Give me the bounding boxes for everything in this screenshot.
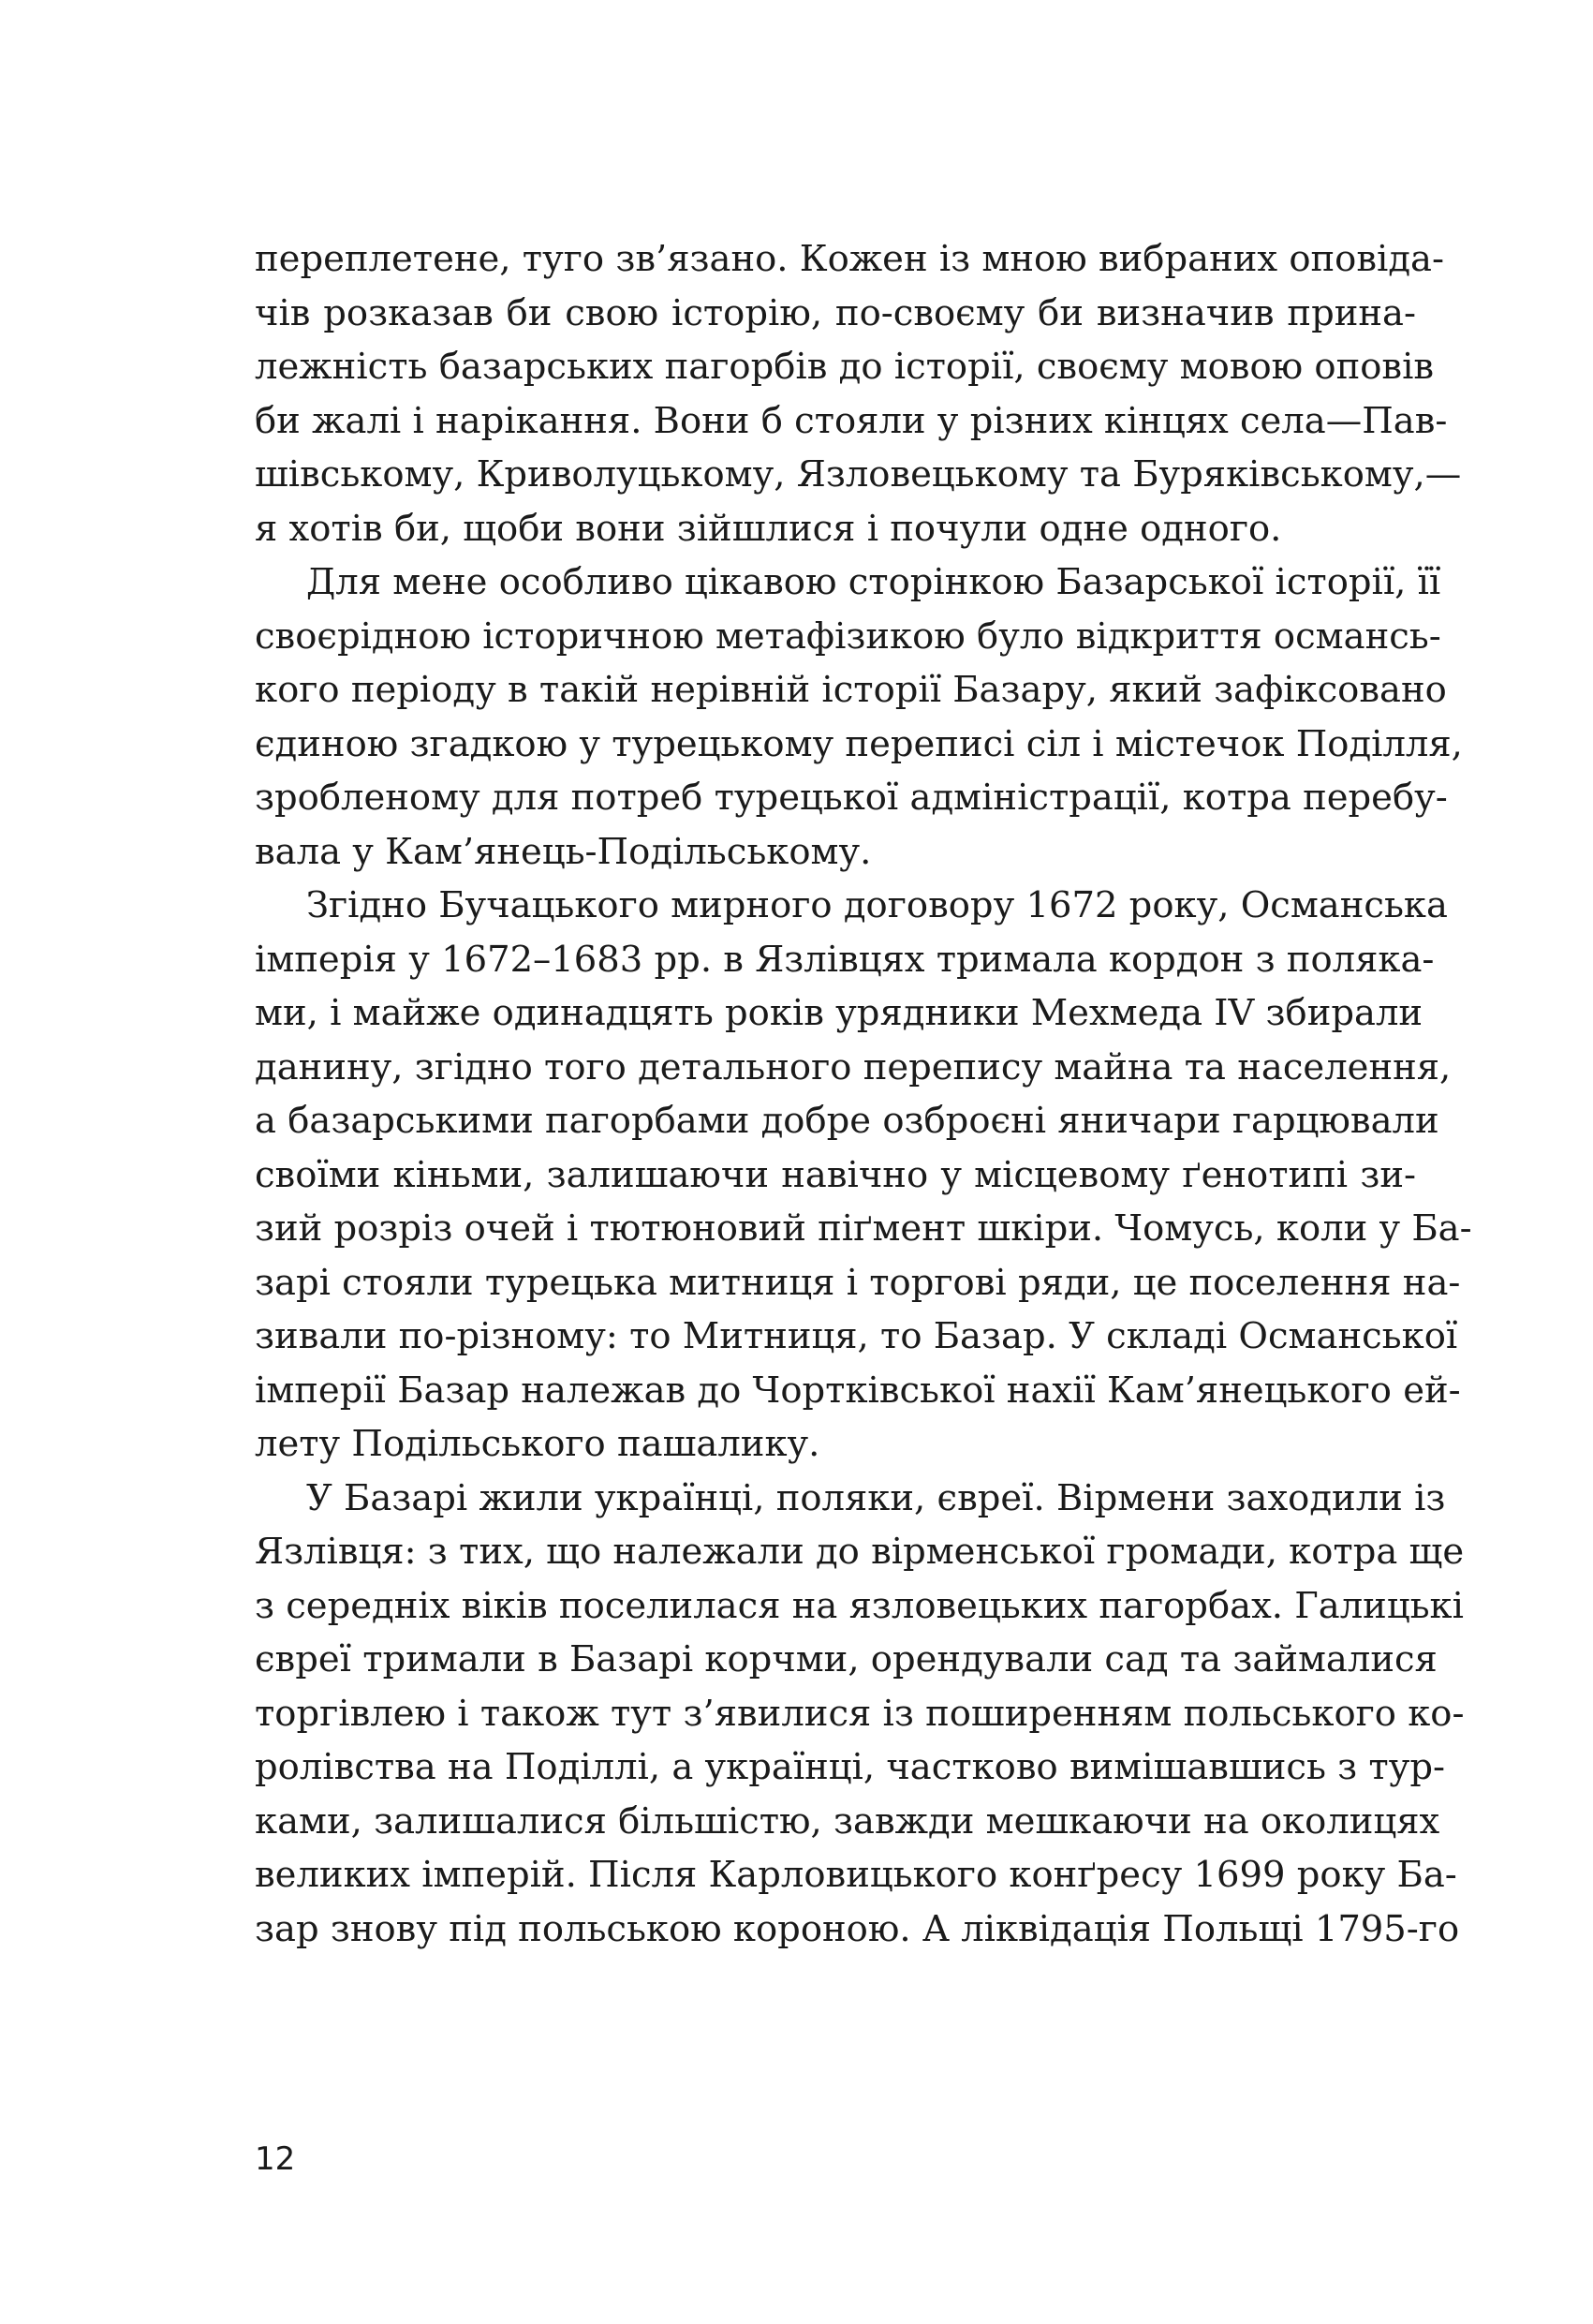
text-line: лету Подільського пашалику.: [255, 1423, 820, 1465]
text-line: ками, залишалися більшістю, завжди мешкаючи на околицях: [255, 1799, 1440, 1843]
page-body: [255, 232, 1472, 1956]
text-line: зивали по-різному: то Митниця, то Базар. У складі Османської: [255, 1315, 1458, 1357]
text-line: великих імперій. Після Карловицького конґресу 1699 року Ба-: [255, 1854, 1457, 1896]
text-line: єдиною згадкою у турецькому переписі сіл і містечок Поділля,: [255, 722, 1463, 765]
text-line: зий розріз очей і тютюновий піґмент шкіри. Чомусь, коли у Ба-: [255, 1207, 1472, 1250]
text-line: лежність базарських пагорбів до історії, своєму мовою оповів: [255, 346, 1435, 388]
text-line: я хотів би, щоби вони зійшлися і почули одне одного.: [255, 507, 1282, 550]
text-line: зробленому для потреб турецької адміністрації, котра перебу-: [255, 777, 1448, 819]
text-line: би жалі і нарікання. Вони б стояли у різних кінцях села—Пав-: [255, 399, 1448, 442]
text-line: ролівства на Поділлі, а українці, частково вимішавшись з тур-: [255, 1746, 1446, 1788]
text-line: вала у Кам’янець-Подільському.: [255, 830, 872, 873]
text-line: Для мене особливо цікавою сторінкою Базарської історії, її: [306, 561, 1441, 603]
text-line: Згідно Бучацького мирного договору 1672 року, Османська: [306, 884, 1448, 926]
text-line: з середніх віків поселилася на язловецьких пагорбах. Галицькі: [255, 1584, 1464, 1627]
text-line: а базарськими пагорбами добре озброєні яничари гарцювали: [255, 1100, 1439, 1142]
text-line: імперії Базар належав до Чортківської нахії Кам’янецького ей-: [255, 1369, 1461, 1412]
paragraph: [255, 232, 1462, 555]
text-line: торгівлею і також тут з’явилися із поширенням польського ко-: [255, 1692, 1465, 1735]
paragraph: [255, 555, 1463, 879]
text-line: зарі стояли турецька митниця і торгові ряди, це поселення на-: [255, 1261, 1461, 1304]
paragraph: [255, 879, 1472, 1472]
text-line: євреї тримали в Базарі корчми, орендували сад та займалися: [255, 1638, 1438, 1680]
text-line: У Базарі жили українці, поляки, євреї. Вірмени заходили із: [306, 1476, 1446, 1519]
page-number: 12: [255, 2140, 296, 2178]
text-line: переплетене, туго зв’язано. Кожен із мною вибраних оповіда-: [255, 238, 1445, 280]
text-line: чів розказав би свою історію, по-своєму би визначив прина-: [255, 291, 1416, 334]
paragraph: [255, 1472, 1465, 1957]
text-line: своєрідною історичною метафізикою було відкриття османсь-: [255, 614, 1441, 658]
text-line: зар знову під польською короною. А ліквідація Польщі 1795-го: [255, 1907, 1460, 1950]
text-line: ми, і майже одинадцять років урядники Мехмеда IV збирали: [255, 992, 1423, 1034]
text-line: шівському, Криволуцькому, Язловецькому та Буряківському,—: [255, 453, 1462, 496]
text-line: своїми кіньми, залишаючи навічно у місцевому ґенотипі зи-: [255, 1153, 1416, 1196]
text-line: Язлівця: з тих, що належали до вірменської громади, котра ще: [255, 1531, 1465, 1573]
text-line: данину, згідно того детального перепису майна та населення,: [255, 1045, 1452, 1088]
text-line: кого періоду в такій нерівній історії Базару, який зафіксовано: [255, 669, 1447, 711]
text-line: імперія у 1672–1683 рр. в Язлівцях тримала кордон з поляка-: [255, 938, 1435, 981]
